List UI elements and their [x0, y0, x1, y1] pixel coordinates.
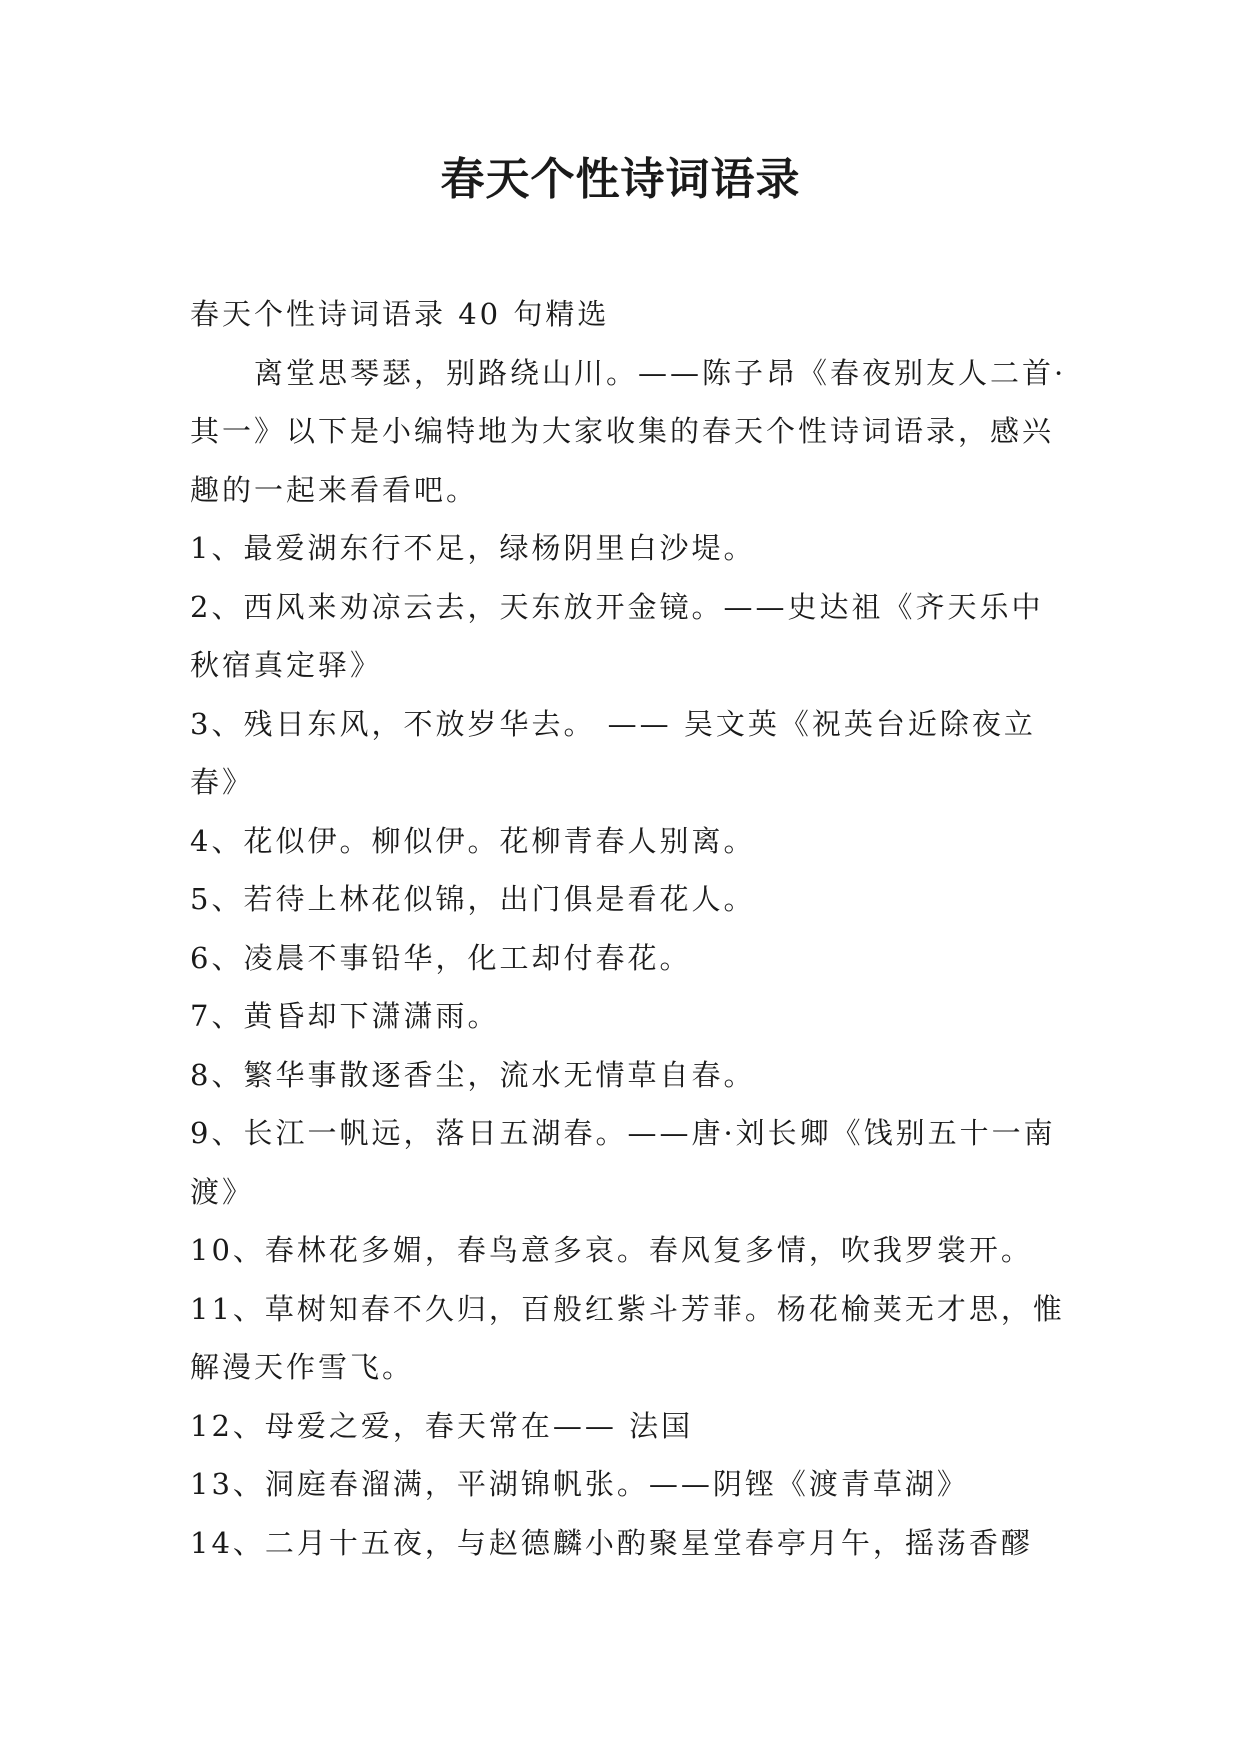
- quote-item: 12、母爱之爱，春天常在—— 法国: [190, 1408, 694, 1443]
- intro-paragraph: 离堂思琴瑟，别路绕山川。——陈子昂《春夜别友人二首·其一》以下是小编特地为大家收集的春天个性诗词语录，感兴趣的一起来看看吧。: [190, 355, 1067, 507]
- quote-item: 9、长江一帆远，落日五湖春。——唐·刘长卿《饯别五十一南渡》: [190, 1116, 1056, 1209]
- quote-item: 6、凌晨不事铅华，化工却付春花。: [190, 940, 692, 975]
- subtitle: 春天个性诗词语录 40 句精选: [190, 297, 610, 331]
- quote-item: 10、春林花多媚，春鸟意多哀。春风复多情，吹我罗裳开。: [190, 1233, 1033, 1267]
- quote-item: 1、最爱湖东行不足，绿杨阴里白沙堤。: [190, 531, 756, 565]
- quote-item: 8、繁华事散逐香尘，流水无情草自春。: [190, 1057, 756, 1092]
- quote-item: 7、黄昏却下潇潇雨。: [190, 999, 500, 1033]
- quote-item: 11、草树知春不久归，百般红紫斗芳菲。杨花榆荚无才思，惟解漫天作雪飞。: [190, 1291, 1065, 1384]
- quote-item: 5、若待上林花似锦，出门俱是看花人。: [190, 882, 756, 916]
- quote-item: 2、西风来劝凉云去，天东放开金镜。——史达祖《齐天乐中秋宿真定驿》: [190, 589, 1044, 682]
- quote-item: 14、二月十五夜，与赵德麟小酌聚星堂春亭月午，摇荡香醪: [190, 1525, 1033, 1560]
- document-title: 春天个性诗词语录: [440, 154, 801, 205]
- quote-item: 13、洞庭春溜满，平湖锦帆张。——阴铿《渡青草湖》: [190, 1467, 969, 1501]
- quote-item: 3、残日东风，不放岁华去。 —— 吴文英《祝英台近除夜立春》: [190, 706, 1036, 799]
- document-body: [190, 285, 1070, 1572]
- quote-item: 4、花似伊。柳似伊。花柳青春人别离。: [190, 823, 756, 858]
